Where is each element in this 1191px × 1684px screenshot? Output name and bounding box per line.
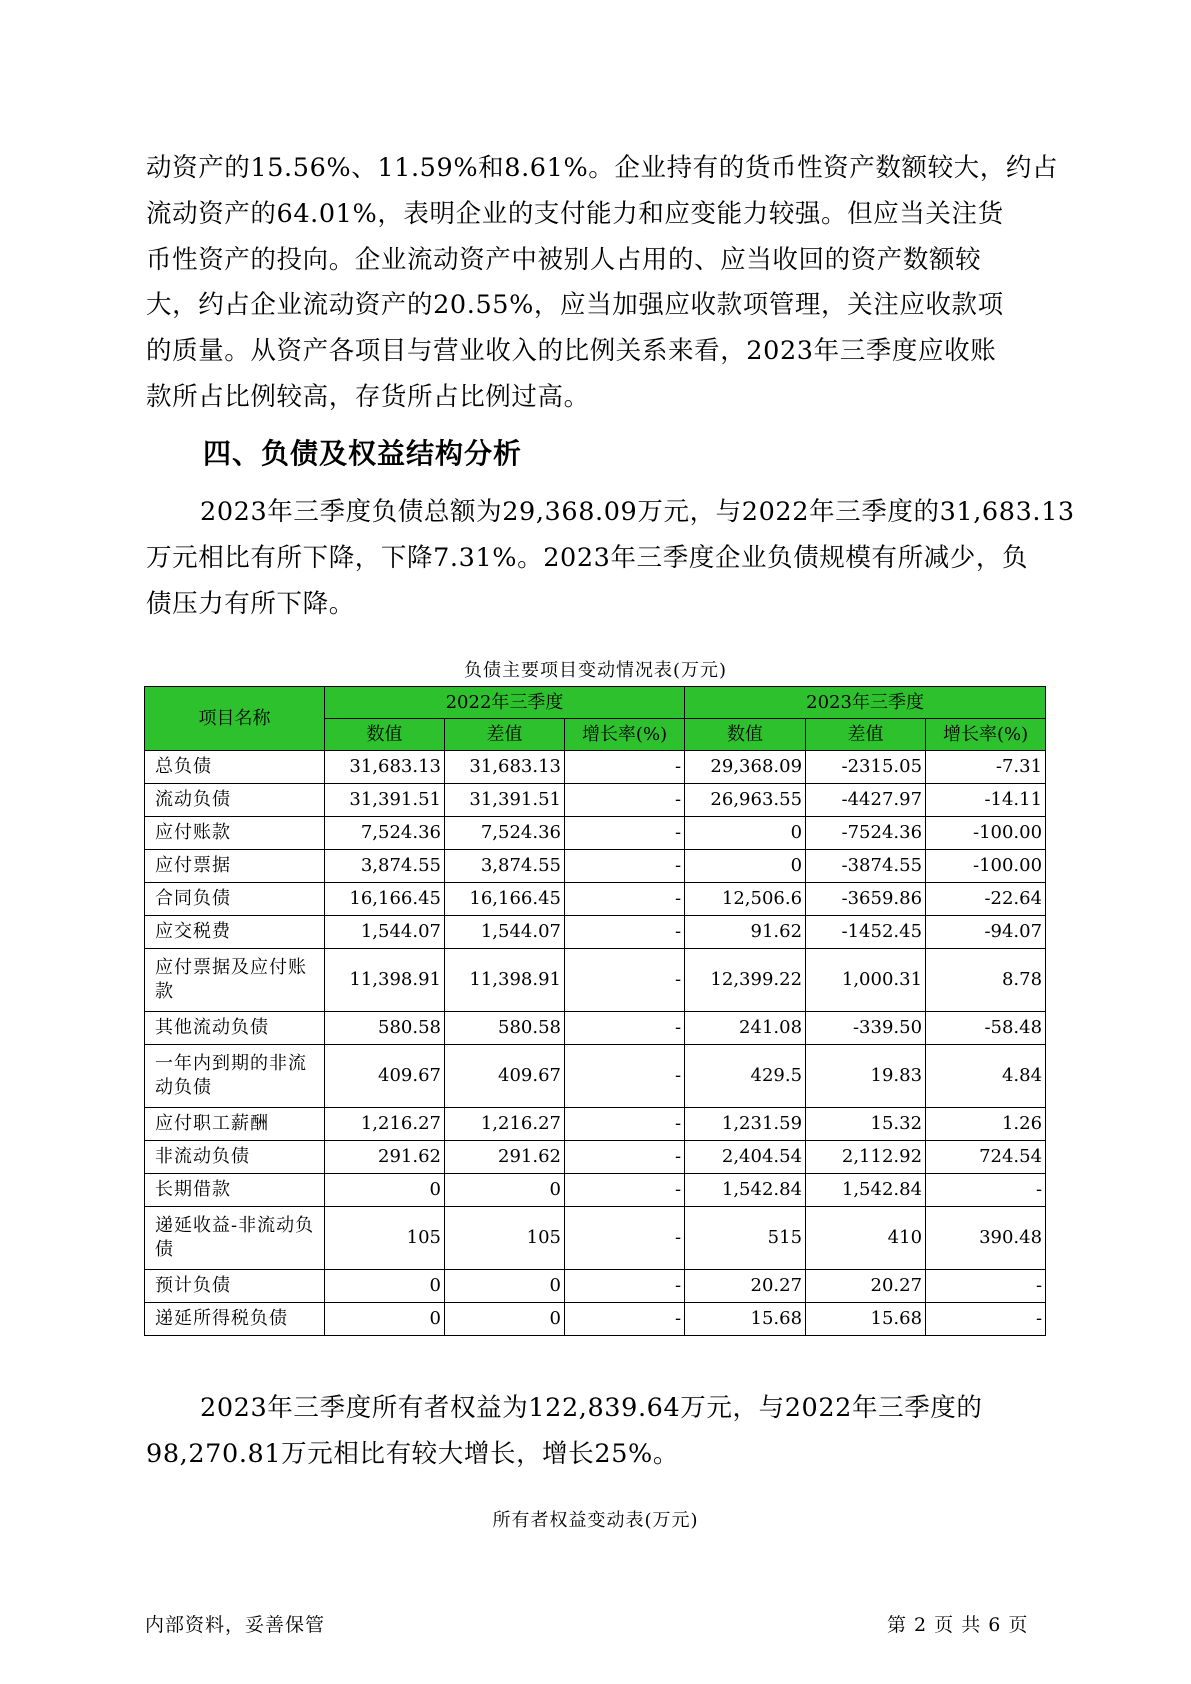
header-item-name: 项目名称 (145, 687, 325, 751)
table-row (145, 1045, 1046, 1108)
cell-rate-2022: - (565, 751, 685, 784)
cell-value-2023: 26,963.55 (685, 784, 806, 817)
cell-value-2022: 0 (325, 1270, 445, 1303)
table-row (145, 817, 1046, 850)
cell-diff-2022: 0 (445, 1303, 565, 1336)
cell-diff-2022: 31,683.13 (445, 751, 565, 784)
cell-diff-2022: 105 (445, 1207, 565, 1270)
cell-rate-2022: - (565, 1303, 685, 1336)
cell-diff-2023: -2315.05 (806, 751, 926, 784)
row-name: 非流动负债 (145, 1141, 325, 1174)
equity-paragraph (146, 1386, 1046, 1478)
footer-page-number: 第 2 页 共 6 页 (887, 1614, 1029, 1636)
cell-diff-2022: 7,524.36 (445, 817, 565, 850)
table-row (145, 1303, 1046, 1336)
row-name: 流动负债 (145, 784, 325, 817)
header-rate-2023: 增长率(%) (926, 719, 1046, 751)
cell-rate-2022: - (565, 850, 685, 883)
cell-diff-2023: 19.83 (806, 1045, 926, 1108)
header-diff-2023: 差值 (806, 719, 926, 751)
cell-diff-2022: 0 (445, 1174, 565, 1207)
cell-value-2023: 515 (685, 1207, 806, 1270)
cell-rate-2023: 4.84 (926, 1045, 1046, 1108)
table-row (145, 1207, 1046, 1270)
row-name: 应付票据 (145, 850, 325, 883)
section-heading: 四、负债及权益结构分析 (203, 437, 523, 470)
row-name: 长期借款 (145, 1174, 325, 1207)
cell-rate-2022: - (565, 1012, 685, 1045)
cell-rate-2022: - (565, 949, 685, 1012)
table-caption: 负债主要项目变动情况表(万元) (463, 660, 728, 681)
row-name: 总负债 (145, 751, 325, 784)
cell-diff-2023: 1,542.84 (806, 1174, 926, 1207)
cell-value-2022: 409.67 (325, 1045, 445, 1108)
cell-rate-2023: -100.00 (926, 850, 1046, 883)
cell-rate-2023: -22.64 (926, 883, 1046, 916)
cell-diff-2022: 16,166.45 (445, 883, 565, 916)
cell-rate-2023: - (926, 1303, 1046, 1336)
intro-line: 大，约占企业流动资产的20.55%，应当加强应收款项管理，关注应收款项 (146, 290, 1004, 321)
cell-rate-2023: -14.11 (926, 784, 1046, 817)
liability-line: 2023年三季度负债总额为29,368.09万元，与2022年三季度的31,683.13 (200, 497, 1075, 527)
cell-value-2023: 12,399.22 (685, 949, 806, 1012)
cell-value-2022: 3,874.55 (325, 850, 445, 883)
cell-value-2022: 31,391.51 (325, 784, 445, 817)
table-row (145, 850, 1046, 883)
header-group-2022: 2022年三季度 (325, 687, 685, 719)
cell-rate-2022: - (565, 1174, 685, 1207)
cell-value-2022: 11,398.91 (325, 949, 445, 1012)
cell-value-2022: 105 (325, 1207, 445, 1270)
cell-value-2022: 31,683.13 (325, 751, 445, 784)
cell-value-2022: 291.62 (325, 1141, 445, 1174)
cell-value-2022: 1,544.07 (325, 916, 445, 949)
table-row (145, 949, 1046, 1012)
header-value-2022: 数值 (325, 719, 445, 751)
intro-line: 币性资产的投向。企业流动资产中被别人占用的、应当收回的资产数额较 (146, 244, 982, 275)
cell-value-2023: 429.5 (685, 1045, 806, 1108)
table-row (145, 883, 1046, 916)
cell-rate-2023: 1.26 (926, 1108, 1046, 1141)
table-row (145, 1141, 1046, 1174)
header-group-2023: 2023年三季度 (685, 687, 1046, 719)
liability-line: 债压力有所下降。 (146, 588, 355, 619)
cell-diff-2023: -7524.36 (806, 817, 926, 850)
cell-rate-2023: -94.07 (926, 916, 1046, 949)
cell-diff-2022: 1,544.07 (445, 916, 565, 949)
cell-rate-2023: 390.48 (926, 1207, 1046, 1270)
intro-line: 的质量。从资产各项目与营业收入的比例关系来看，2023年三季度应收账 (146, 336, 997, 367)
cell-diff-2023: 410 (806, 1207, 926, 1270)
intro-line: 动资产的15.56%、11.59%和8.61%。企业持有的货币性资产数额较大，约占 (146, 153, 1059, 183)
cell-diff-2022: 1,216.27 (445, 1108, 565, 1141)
cell-value-2023: 15.68 (685, 1303, 806, 1336)
table-row (145, 1012, 1046, 1045)
cell-value-2022: 1,216.27 (325, 1108, 445, 1141)
equity-table-caption: 所有者权益变动表(万元) (492, 1510, 699, 1531)
cell-value-2023: 29,368.09 (685, 751, 806, 784)
cell-rate-2022: - (565, 817, 685, 850)
cell-diff-2023: -4427.97 (806, 784, 926, 817)
cell-rate-2022: - (565, 1270, 685, 1303)
cell-value-2023: 20.27 (685, 1270, 806, 1303)
table-row (145, 784, 1046, 817)
cell-rate-2022: - (565, 883, 685, 916)
intro-line: 款所占比例较高，存货所占比例过高。 (146, 381, 590, 412)
row-name: 预计负债 (145, 1270, 325, 1303)
row-name: 一年内到期的非流动负债 (145, 1045, 325, 1108)
cell-diff-2023: -1452.45 (806, 916, 926, 949)
table-row (145, 916, 1046, 949)
cell-diff-2022: 0 (445, 1270, 565, 1303)
row-name: 应付票据及应付账款 (145, 949, 325, 1012)
cell-value-2023: 241.08 (685, 1012, 806, 1045)
header-diff-2022: 差值 (445, 719, 565, 751)
cell-value-2022: 16,166.45 (325, 883, 445, 916)
intro-paragraph (146, 146, 1059, 421)
cell-value-2023: 0 (685, 850, 806, 883)
cell-diff-2022: 409.67 (445, 1045, 565, 1108)
cell-rate-2022: - (565, 784, 685, 817)
intro-line: 流动资产的64.01%，表明企业的支付能力和应变能力较强。但应当关注货 (146, 198, 1004, 229)
cell-value-2022: 0 (325, 1174, 445, 1207)
header-value-2023: 数值 (685, 719, 806, 751)
cell-rate-2022: - (565, 1141, 685, 1174)
cell-diff-2022: 11,398.91 (445, 949, 565, 1012)
cell-diff-2023: 20.27 (806, 1270, 926, 1303)
cell-diff-2023: -3659.86 (806, 883, 926, 916)
cell-diff-2023: 15.32 (806, 1108, 926, 1141)
cell-diff-2023: -3874.55 (806, 850, 926, 883)
cell-rate-2023: 724.54 (926, 1141, 1046, 1174)
equity-line: 2023年三季度所有者权益为122,839.64万元，与2022年三季度的 (200, 1393, 983, 1423)
liability-table (144, 686, 1046, 1336)
equity-line: 98,270.81万元相比有较大增长，增长25%。 (146, 1438, 679, 1469)
row-name: 应付账款 (145, 817, 325, 850)
cell-rate-2022: - (565, 1207, 685, 1270)
cell-value-2023: 12,506.6 (685, 883, 806, 916)
cell-diff-2023: -339.50 (806, 1012, 926, 1045)
cell-value-2022: 0 (325, 1303, 445, 1336)
cell-diff-2023: 15.68 (806, 1303, 926, 1336)
cell-diff-2022: 31,391.51 (445, 784, 565, 817)
header-rate-2022: 增长率(%) (565, 719, 685, 751)
cell-value-2022: 580.58 (325, 1012, 445, 1045)
cell-diff-2022: 3,874.55 (445, 850, 565, 883)
row-name: 其他流动负债 (145, 1012, 325, 1045)
cell-rate-2022: - (565, 1108, 685, 1141)
table-row (145, 1108, 1046, 1141)
cell-rate-2023: -58.48 (926, 1012, 1046, 1045)
cell-rate-2023: - (926, 1174, 1046, 1207)
footer-confidential-note: 内部资料，妥善保管 (145, 1614, 326, 1636)
cell-diff-2023: 2,112.92 (806, 1141, 926, 1174)
cell-value-2023: 91.62 (685, 916, 806, 949)
row-name: 应交税费 (145, 916, 325, 949)
cell-diff-2023: 1,000.31 (806, 949, 926, 1012)
cell-rate-2023: - (926, 1270, 1046, 1303)
liability-paragraph (146, 490, 1075, 627)
cell-rate-2023: 8.78 (926, 949, 1046, 1012)
row-name: 合同负债 (145, 883, 325, 916)
row-name: 递延收益-非流动负债 (145, 1207, 325, 1270)
cell-value-2023: 1,542.84 (685, 1174, 806, 1207)
cell-value-2022: 7,524.36 (325, 817, 445, 850)
cell-rate-2023: -7.31 (926, 751, 1046, 784)
liability-line: 万元相比有所下降，下降7.31%。2023年三季度企业负债规模有所减少，负 (146, 542, 1029, 573)
row-name: 应付职工薪酬 (145, 1108, 325, 1141)
table-row (145, 1270, 1046, 1303)
table-row (145, 751, 1046, 784)
cell-rate-2022: - (565, 1045, 685, 1108)
cell-value-2023: 1,231.59 (685, 1108, 806, 1141)
cell-value-2023: 2,404.54 (685, 1141, 806, 1174)
cell-value-2023: 0 (685, 817, 806, 850)
cell-rate-2023: -100.00 (926, 817, 1046, 850)
cell-rate-2022: - (565, 916, 685, 949)
table-row (145, 1174, 1046, 1207)
cell-diff-2022: 580.58 (445, 1012, 565, 1045)
row-name: 递延所得税负债 (145, 1303, 325, 1336)
cell-diff-2022: 291.62 (445, 1141, 565, 1174)
